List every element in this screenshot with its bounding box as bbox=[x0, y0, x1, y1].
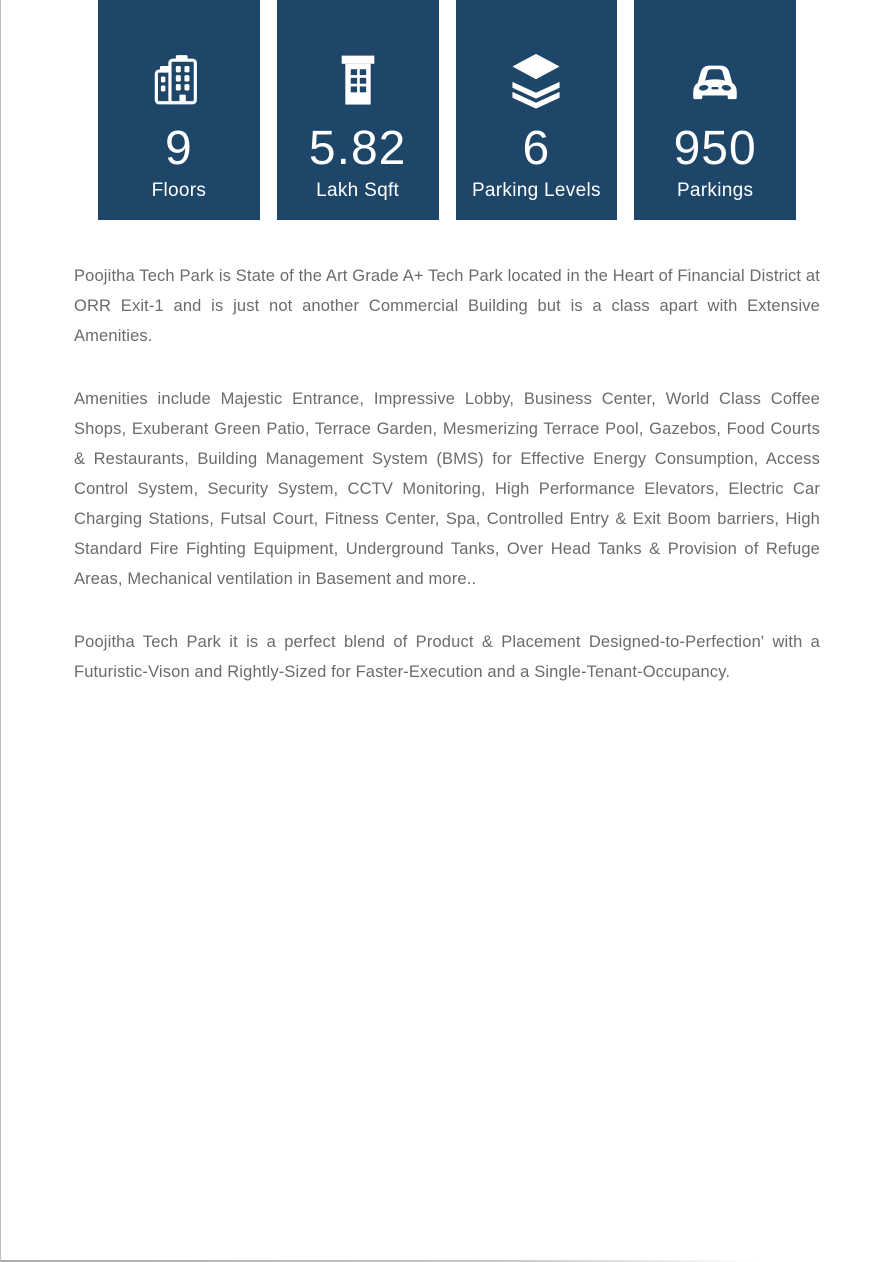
stat-label: Parkings bbox=[676, 180, 754, 201]
stat-card-floors bbox=[98, 0, 260, 220]
stat-card-area bbox=[277, 0, 439, 220]
stat-value: 950 bbox=[673, 122, 757, 175]
about-paragraph-amenities: Amenities include Majestic Entrance, Impressive Lobby, Business Center, World Class Coffee Shops, Exuberant Green Patio, Terrace Garden, Mesmerizing Terrace Pool, Gazebos, Food Courts & Restaurants, Building Management System (BMS) for Effective Energy Consumption, Access Control System, Security System, CCTV Monitoring, High Performance Elevators, Electric Car Charging Stations, Futsal Court, Fitness Center, Spa, Controlled Entry & Exit Boom barriers, High Standard Fire Fighting Equipment, Underground Tanks, Over Head Tanks & Provision of Refuge Areas, Mechanical ventilation in Basement and more.. bbox=[74, 390, 820, 588]
stat-card-parking-levels bbox=[456, 0, 618, 220]
stat-value: 9 bbox=[165, 122, 193, 175]
car-icon bbox=[685, 52, 745, 110]
about-paragraph-intro: Poojitha Tech Park is State of the Art Grade A+ Tech Park located in the Heart of Financial District at ORR Exit-1 and is just not another Commercial Building but is a class apart with Extensive Amenities. bbox=[74, 267, 820, 345]
stat-label: Parking Levels bbox=[471, 180, 601, 201]
buildings-icon bbox=[150, 52, 208, 110]
stat-label: Floors bbox=[151, 180, 207, 201]
stats-row bbox=[98, 0, 796, 220]
about-section bbox=[74, 261, 820, 687]
stat-value: 5.82 bbox=[308, 122, 407, 175]
stat-label: Lakh Sqft bbox=[316, 180, 400, 201]
about-paragraph-summary: Poojitha Tech Park it is a perfect blend of Product & Placement Designed-to-Perfection' with a Futuristic-Vison and Rightly-Sized for Faster-Execution and a Single-Tenant-Occupancy. bbox=[74, 633, 820, 681]
layers-icon bbox=[507, 52, 565, 110]
stat-card-parkings bbox=[634, 0, 796, 220]
building-icon bbox=[329, 52, 387, 110]
stat-value: 6 bbox=[522, 122, 551, 175]
